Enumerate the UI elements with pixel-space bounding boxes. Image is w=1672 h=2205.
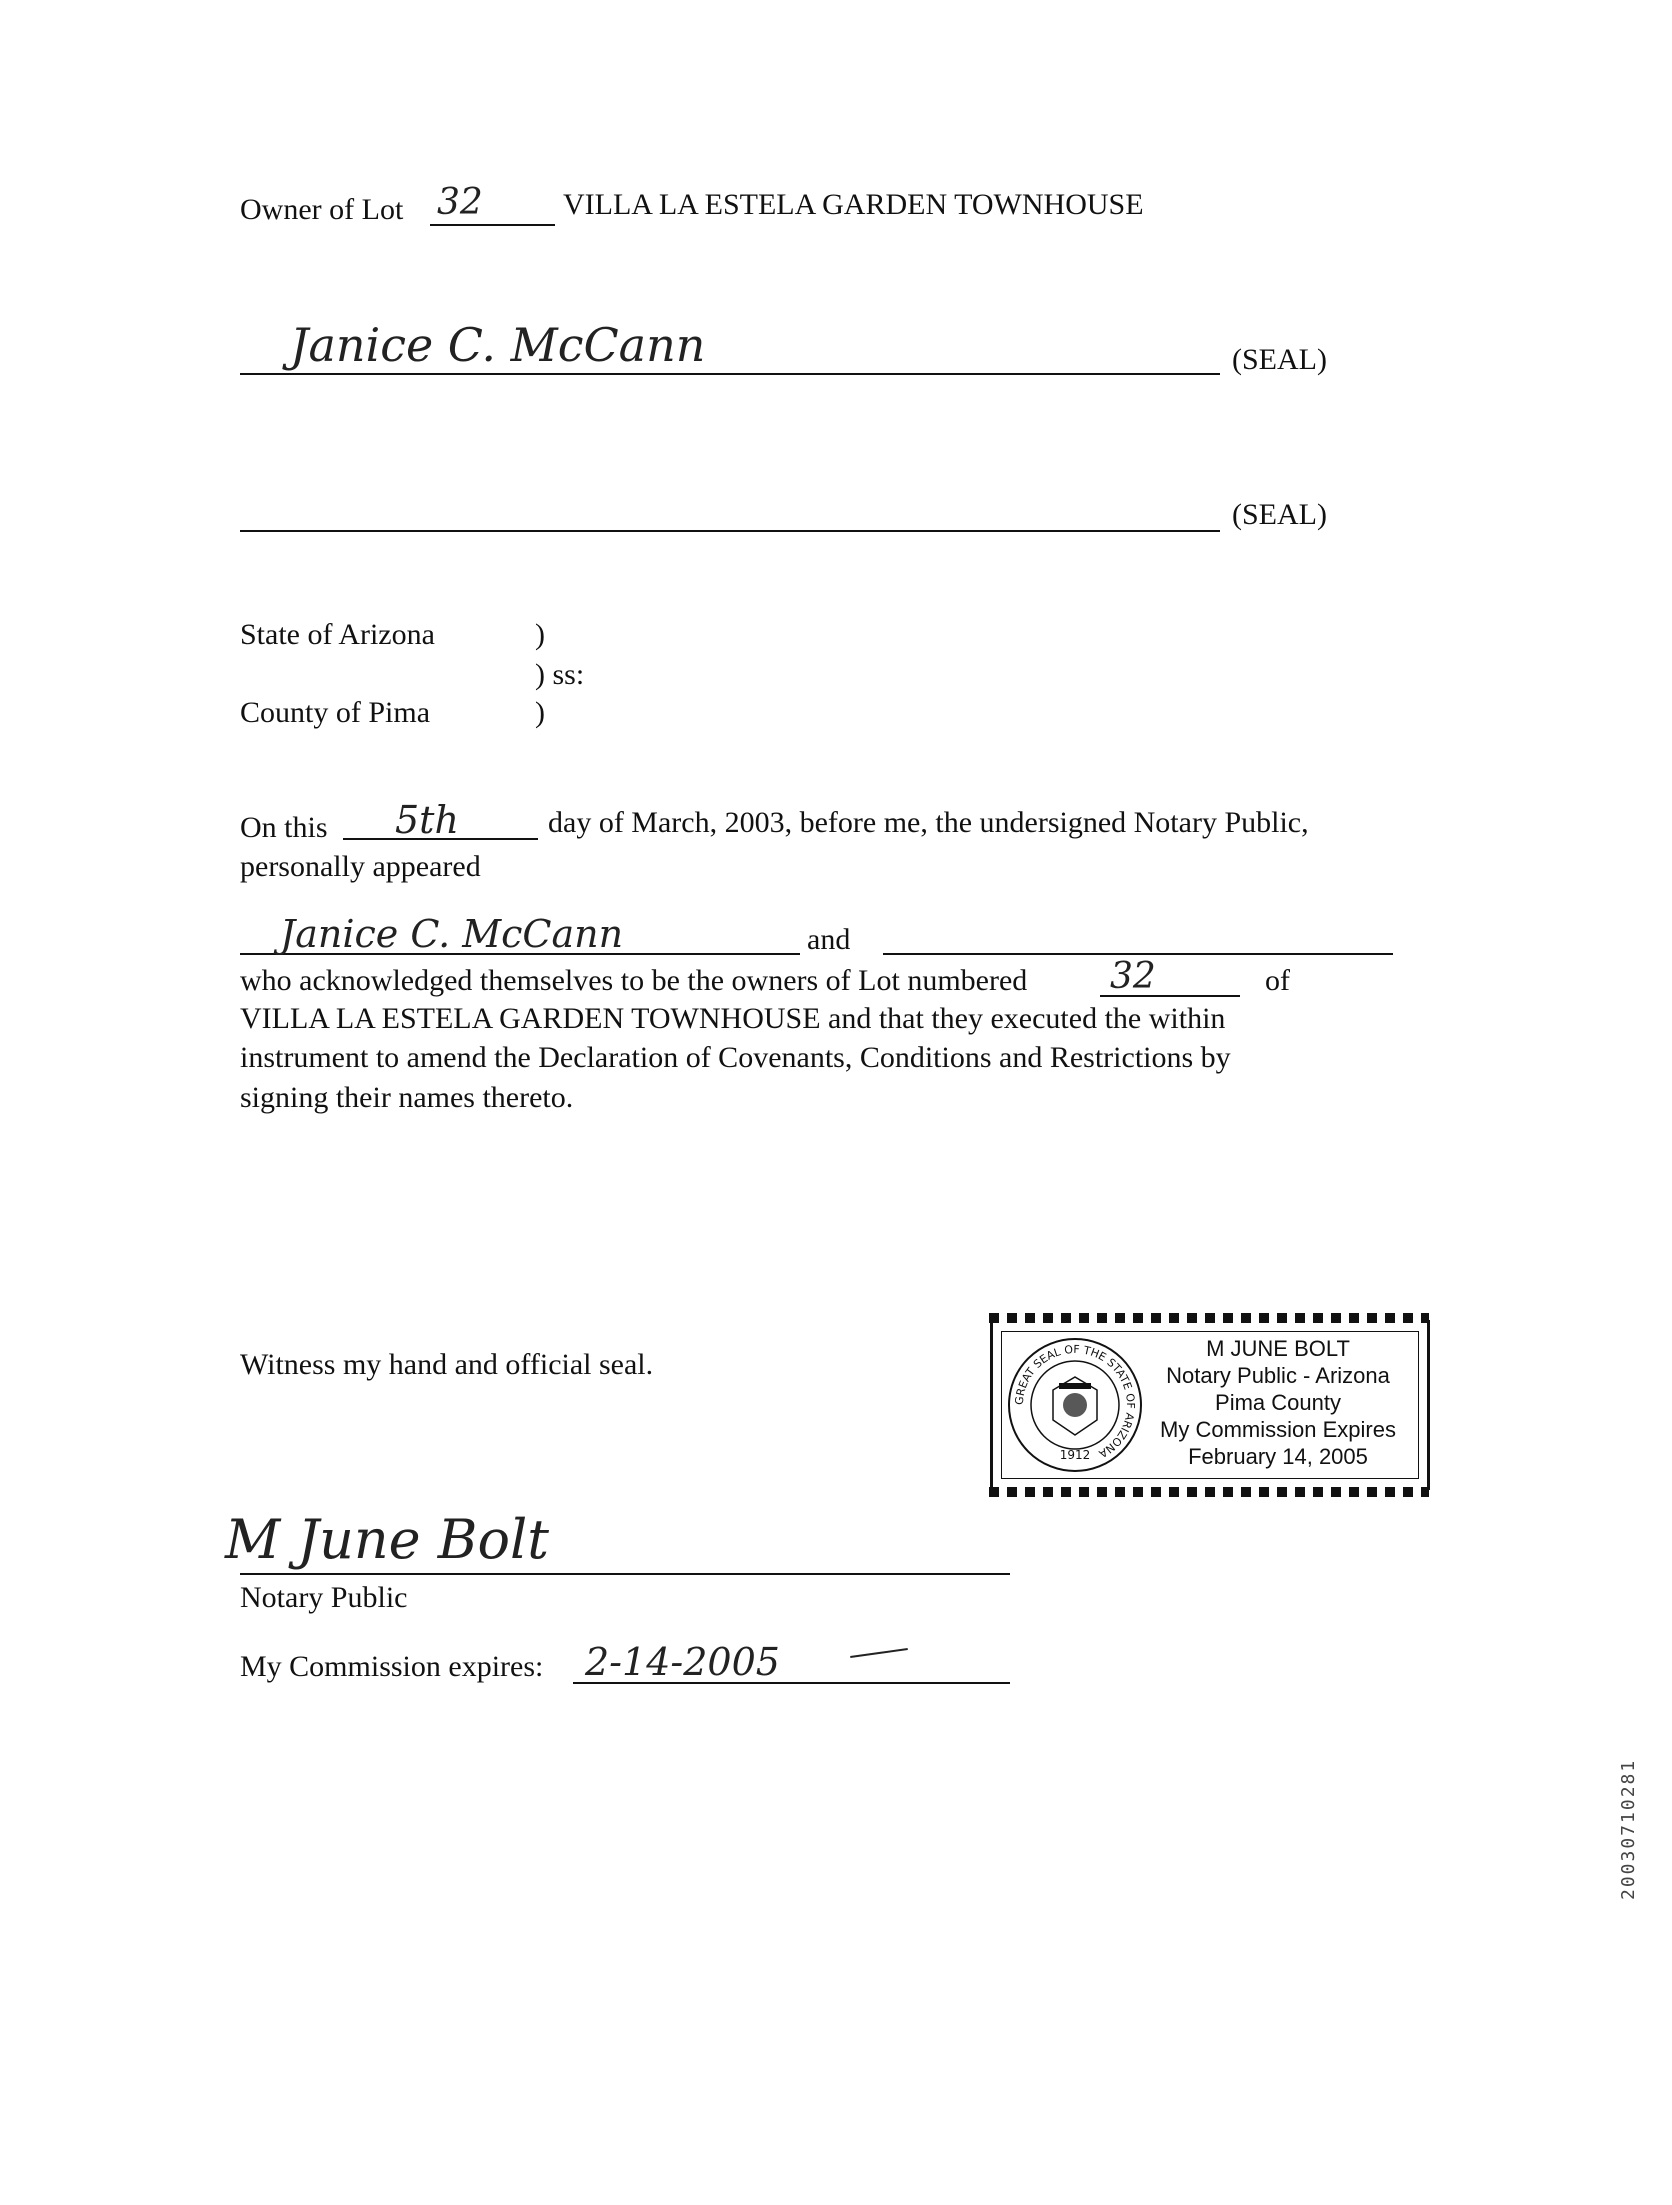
county-label: County of Pima (240, 696, 431, 729)
lot-number-line (430, 224, 555, 226)
and-word: and (807, 923, 851, 956)
notary-signature-line (240, 1573, 1010, 1575)
notary-signature: M June Bolt (225, 1508, 549, 1571)
personally-appeared-text: personally appeared (240, 850, 481, 883)
commission-expires-label: My Commission expires: (240, 1650, 544, 1683)
stamp-expires-label: My Commission Expires (1160, 1417, 1396, 1442)
venue-paren-1: ) (535, 618, 545, 651)
stamp-county: Pima County (1215, 1390, 1341, 1415)
owner-signature-line-2 (240, 530, 1220, 532)
seal-ring-text: GREAT SEAL OF THE STATE OF ARIZONA (1012, 1342, 1138, 1461)
witness-text: Witness my hand and official seal. (240, 1348, 654, 1381)
stamp-notary-title: Notary Public - Arizona (1166, 1363, 1390, 1388)
appeared-name-line-2 (883, 953, 1393, 955)
stamp-expires-date: February 14, 2005 (1188, 1444, 1368, 1469)
day-of-march-text: day of March, 2003, before me, the undersigned Notary Public, (548, 806, 1309, 839)
ack-line-3: VILLA LA ESTELA GARDEN TOWNHOUSE and that they executed the within (240, 1002, 1226, 1035)
state-label: State of Arizona (240, 618, 435, 651)
lot-number-handwritten: 32 (437, 182, 483, 223)
seal-year: 1912 (1059, 1448, 1091, 1462)
of-word: of (1265, 964, 1290, 997)
owner-of-lot-label: Owner of Lot (240, 193, 404, 226)
subdivision-title: VILLA LA ESTELA GARDEN TOWNHOUSE (563, 188, 1144, 221)
stamp-text-block (1143, 1335, 1413, 1470)
lot-numbered-handwritten: 32 (1110, 956, 1156, 997)
on-this-label: On this (240, 811, 328, 844)
venue-paren-3: ) (535, 696, 545, 729)
state-seal-icon (1005, 1335, 1145, 1475)
stamp-top-edge (989, 1313, 1429, 1323)
commission-pen-stroke (850, 1648, 908, 1658)
notary-stamp (990, 1320, 1430, 1490)
venue-ss: ) ss: (535, 658, 585, 691)
acknowledged-text: who acknowledged themselves to be the owners of Lot numbered (240, 964, 1028, 997)
ack-line-5: signing their names thereto. (240, 1081, 574, 1114)
owner-signature-line-1 (240, 373, 1220, 375)
appeared-name-handwritten: Janice C. McCann (280, 912, 624, 956)
commission-expires-handwritten: 2-14-2005 (585, 1640, 780, 1684)
day-handwritten: 5th (395, 798, 459, 842)
owner-signature-1: Janice C. McCann (290, 318, 706, 372)
notary-public-label: Notary Public (240, 1581, 408, 1614)
seal-label-2: (SEAL) (1232, 498, 1327, 531)
stamp-bottom-edge (989, 1487, 1429, 1497)
ack-line-4: instrument to amend the Declaration of Covenants, Conditions and Restrictions by (240, 1041, 1231, 1074)
seal-label-1: (SEAL) (1232, 343, 1327, 376)
stamp-notary-name: M JUNE BOLT (1206, 1336, 1350, 1361)
recording-code-margin: 20030710281 (1618, 1758, 1639, 1900)
